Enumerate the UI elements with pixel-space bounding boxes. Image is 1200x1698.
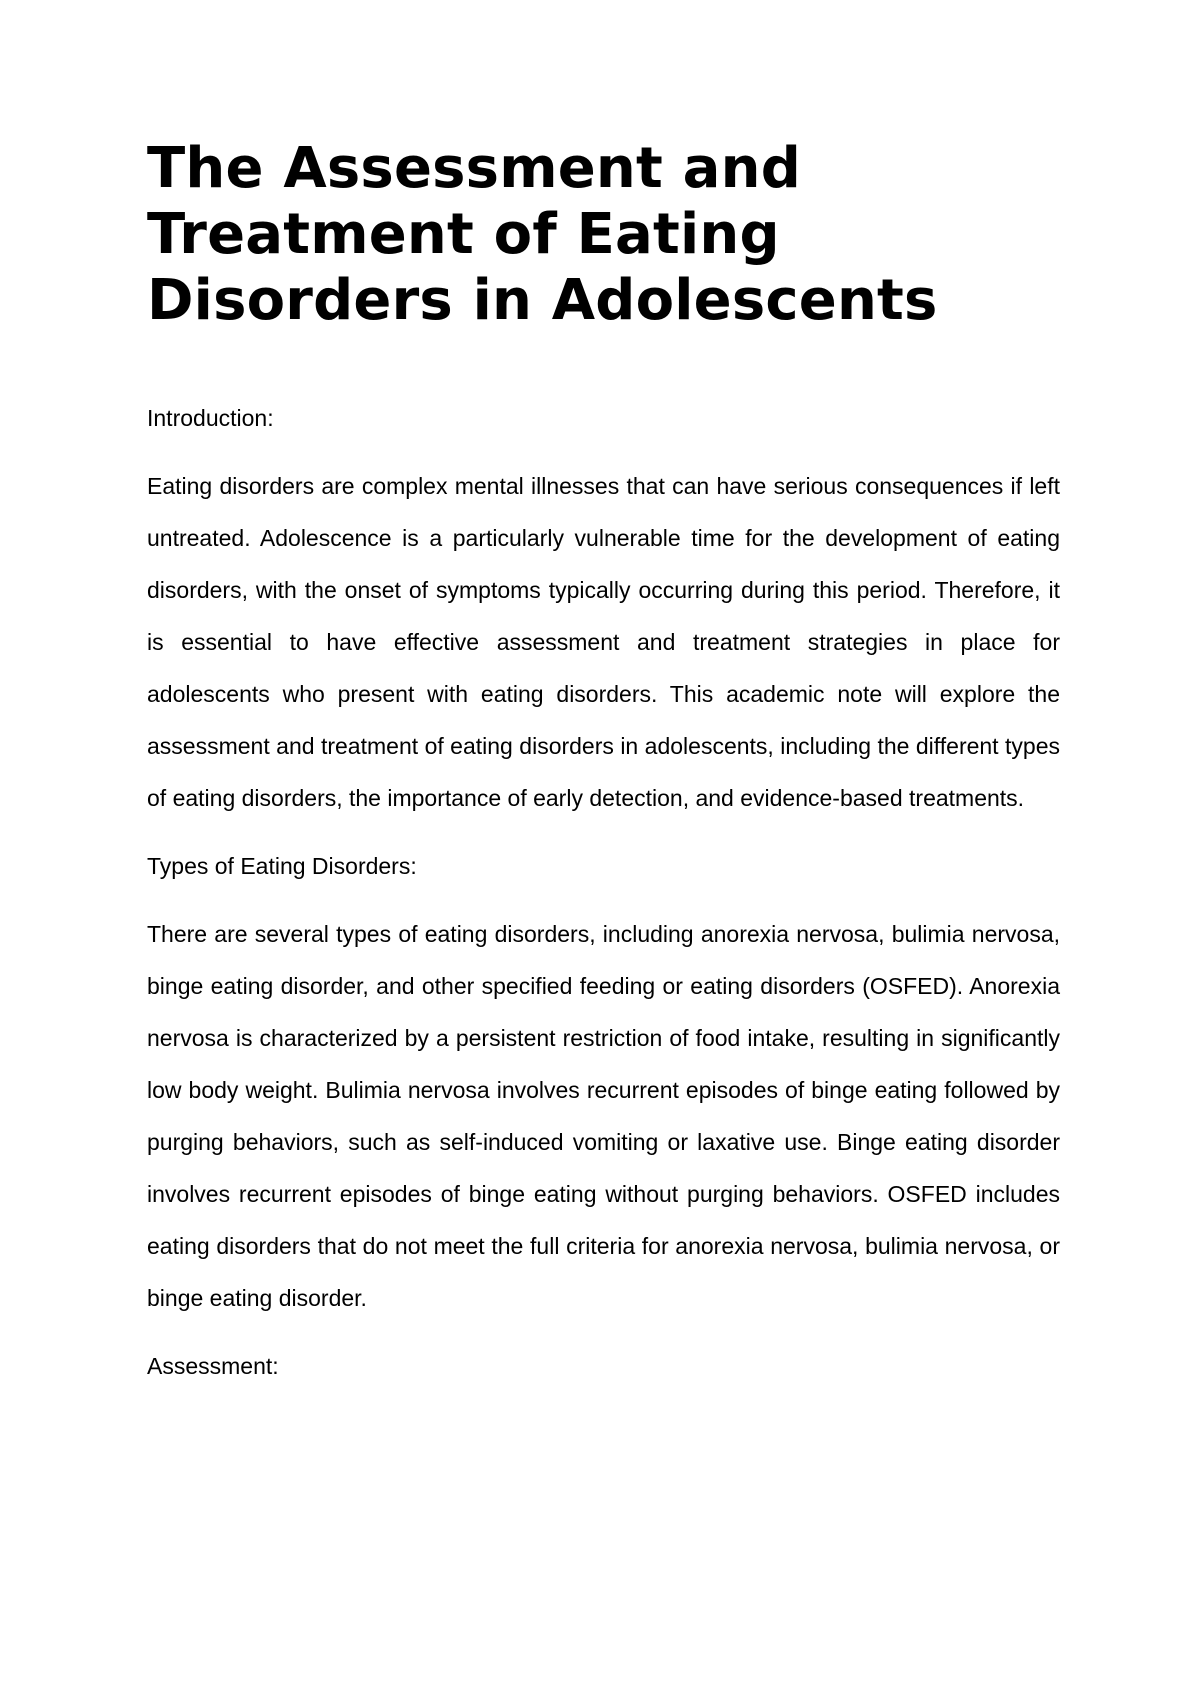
section-heading-assessment: Assessment:	[147, 1353, 279, 1379]
section-paragraph-introduction: Eating disorders are complex mental illnesses that can have serious consequences if left untreated. Adolescence is a particularly vulnerable time for the development of eating disorders, with the onset of symptoms typically occurring during this period. Therefore, it is essential to have effective assessment and treatment strategies in place for adolescents who present with eating disorders. This academic note will explore the assessment and treatment of eating disorders in adolescents, including the different types of eating disorders, the importance of early detection, and evidence-based treatments.	[147, 473, 1060, 811]
document-body	[147, 136, 1060, 1392]
section-heading-types: Types of Eating Disorders:	[147, 853, 417, 879]
document-title: The Assessment and Treatment of Eating Disorders in Adolescents	[147, 136, 938, 333]
section-heading-introduction: Introduction:	[147, 405, 274, 431]
section-paragraph-types: There are several types of eating disorders, including anorexia nervosa, bulimia nervosa, binge eating disorder, and other specified feeding or eating disorders (OSFED). Anorexia nervosa is characterized by a persistent restriction of food intake, resulting in significantly low body weight. Bulimia nervosa involves recurrent episodes of binge eating followed by purging behaviors, such as self-induced vomiting or laxative use. Binge eating disorder involves recurrent episodes of binge eating without purging behaviors. OSFED includes eating disorders that do not meet the full criteria for anorexia nervosa, bulimia nervosa, or binge eating disorder.	[147, 921, 1060, 1311]
